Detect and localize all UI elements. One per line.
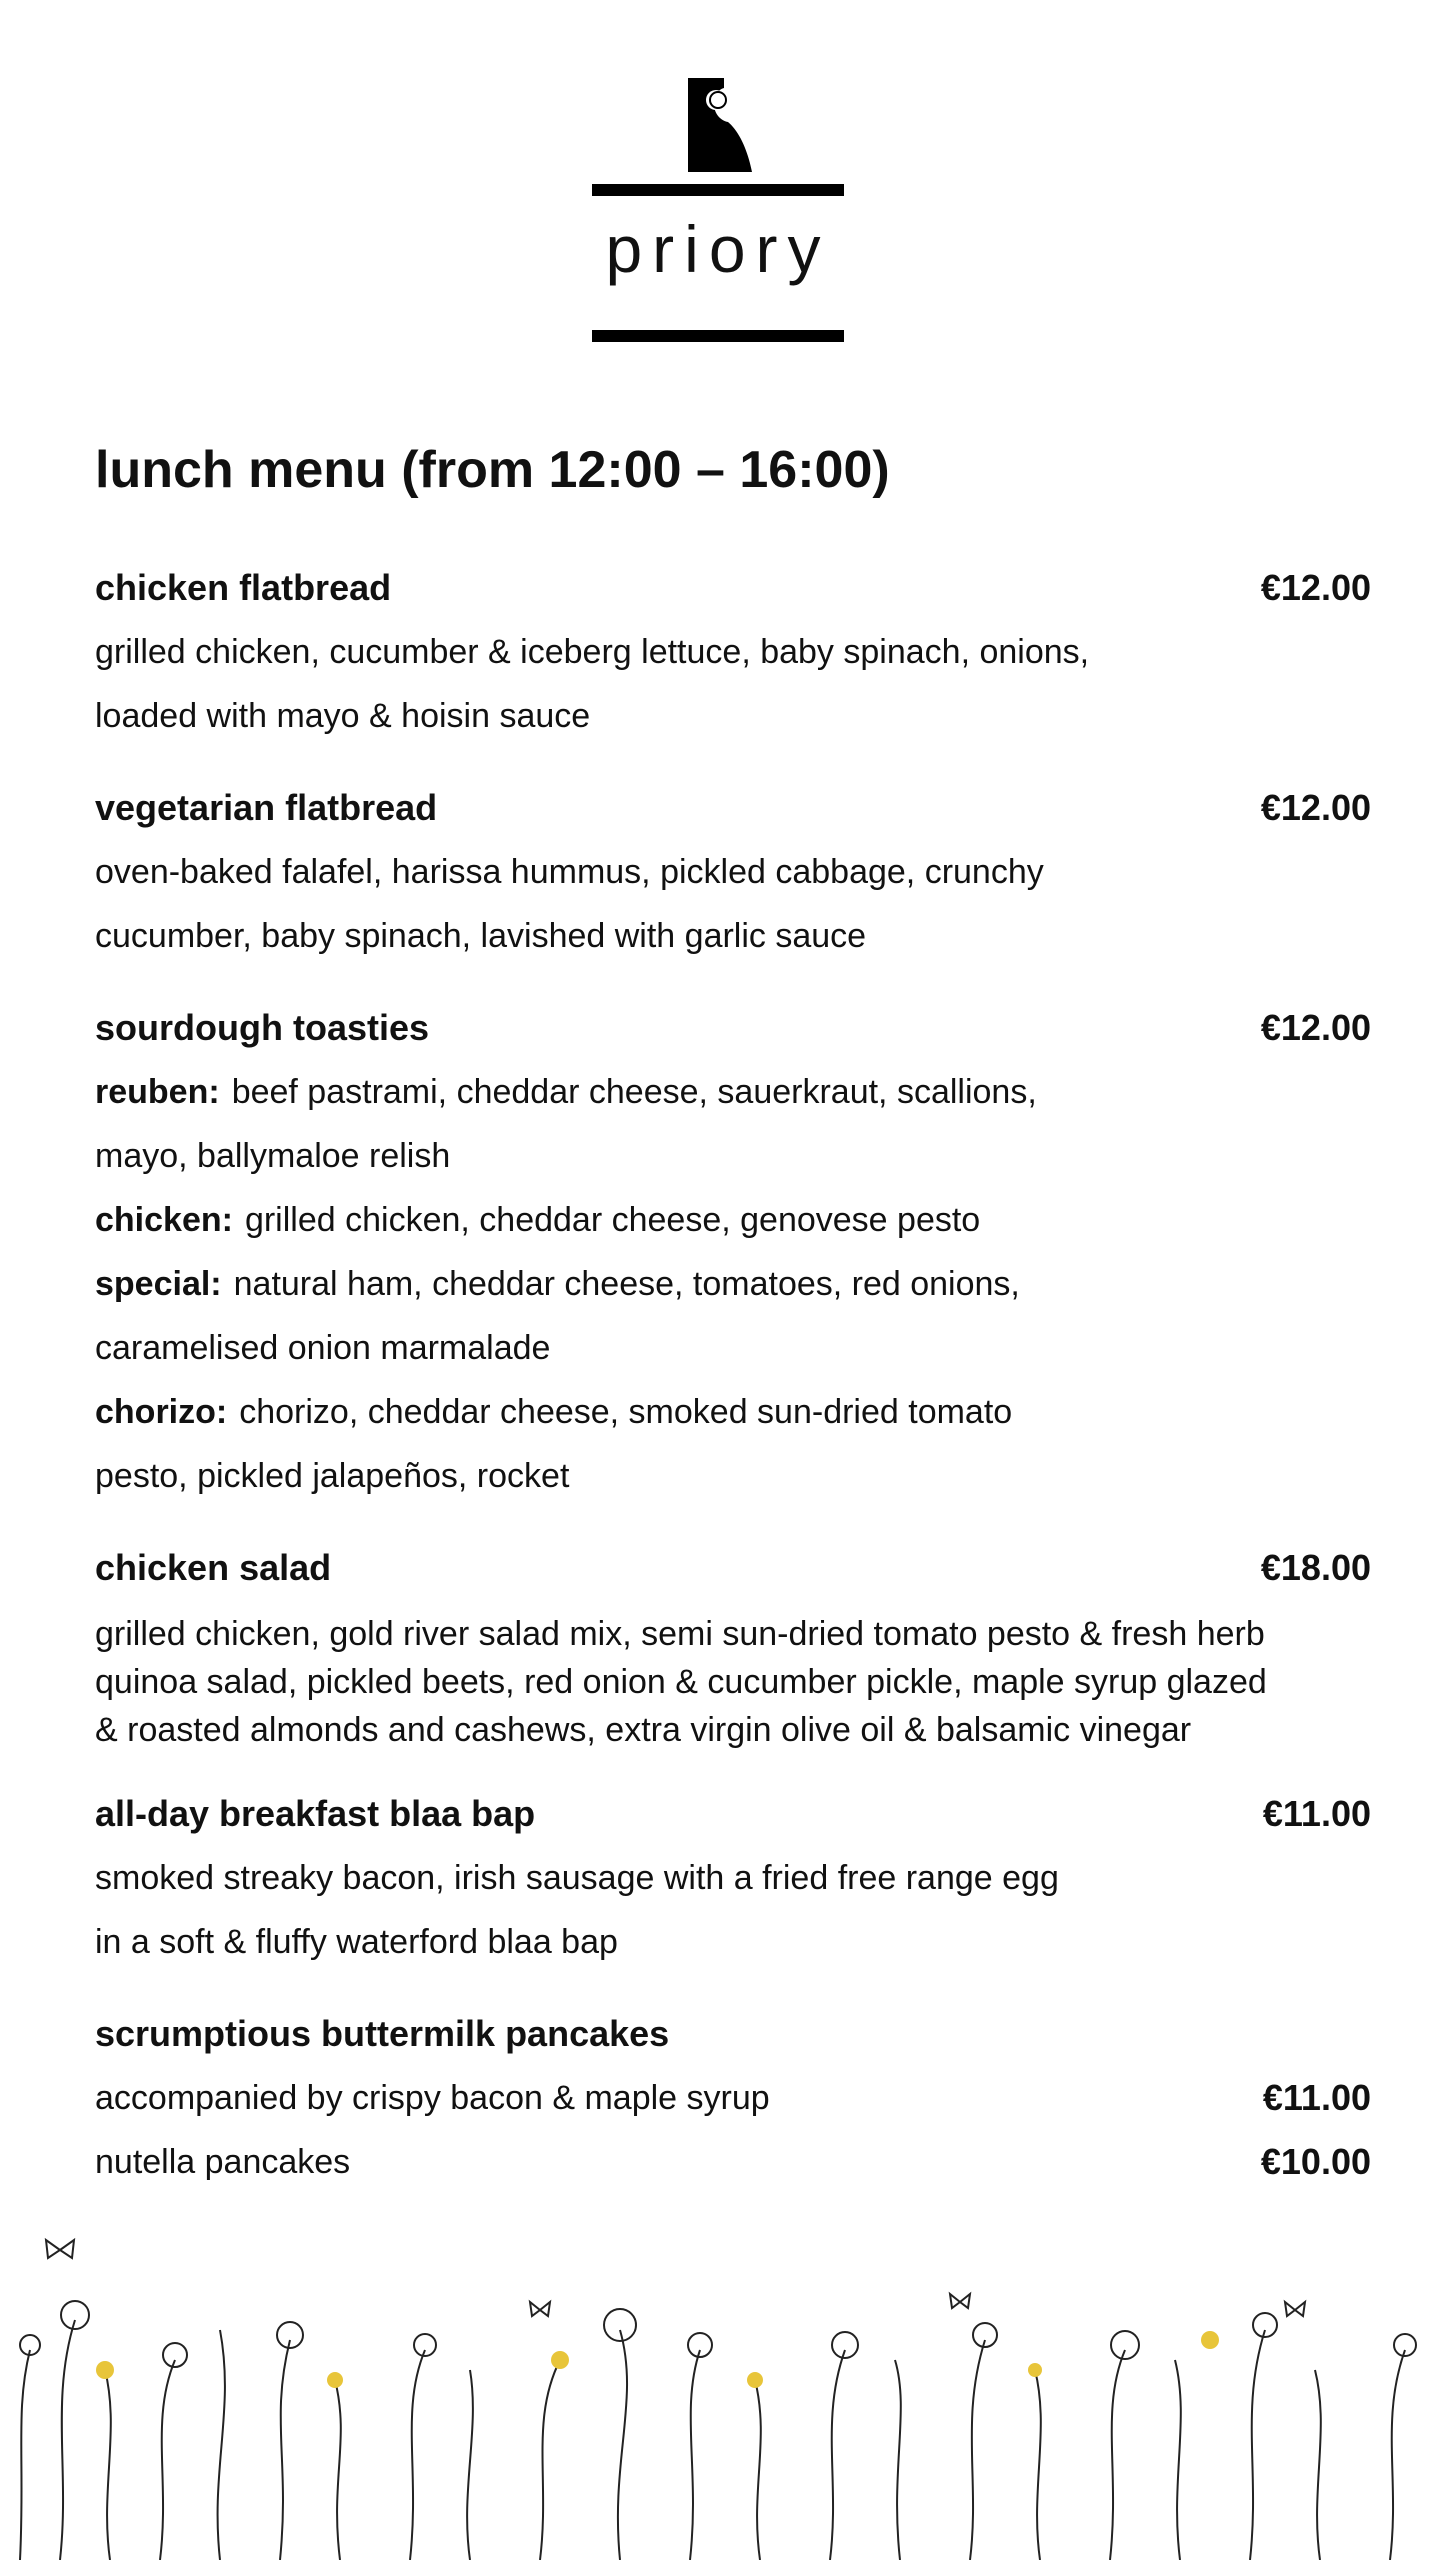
item-description: oven-baked falafel, harissa hummus, pickled cabbage, crunchy cucumber, baby spinach, lavished with garlic sauce <box>95 853 1044 955</box>
toastie-option-special: special: natural ham, cheddar cheese, tomatoes, red onions, caramelised onion marmalade <box>95 1265 1020 1367</box>
priory-logo-mark-icon <box>688 78 752 172</box>
menu-item-vegetarian-flatbread <box>95 776 1371 968</box>
option-label: chicken: <box>95 1201 233 1239</box>
variant-price: €10.00 <box>1260 2141 1371 2182</box>
menu-title: lunch menu (from 12:00 – 16:00) <box>95 441 890 499</box>
item-name: sourdough toasties <box>95 1007 430 1048</box>
pancake-variant-nutella: nutella pancakes €10.00 <box>95 2130 1371 2194</box>
menu-item-chicken-salad <box>95 1536 1371 1754</box>
logo-bottom-rule <box>592 330 844 342</box>
item-description: grilled chicken, gold river salad mix, semi sun-dried tomato pesto & fresh herb quinoa salad, pickled beets, red onion & cucumber pickle, maple syrup glazed & roasted almonds and cashews, extra virgin olive oil & balsamic vinegar <box>95 1615 1267 1749</box>
option-label: chorizo: <box>95 1393 228 1431</box>
wildflower-illustration <box>0 2210 1440 2560</box>
option-label: reuben: <box>95 1073 220 1111</box>
brand-name: priory <box>605 212 831 286</box>
item-description: smoked streaky bacon, irish sausage with a fried free range egg in a soft & fluffy waterford blaa bap <box>95 1859 1059 1961</box>
item-description: grilled chicken, cucumber & iceberg lettuce, baby spinach, onions, loaded with mayo & hoisin sauce <box>95 633 1090 735</box>
toastie-option-reuben: reuben: beef pastrami, cheddar cheese, sauerkraut, scallions, mayo, ballymaloe relish <box>95 1073 1037 1175</box>
menu-item-breakfast-blaa-bap <box>95 1782 1371 1974</box>
item-price: €18.00 <box>1260 1547 1371 1588</box>
item-name: chicken flatbread <box>95 567 392 608</box>
toastie-option-chorizo: chorizo: chorizo, cheddar cheese, smoked sun-dried tomato pesto, pickled jalapeños, rocket <box>95 1393 1013 1495</box>
item-price: €12.00 <box>1260 1007 1371 1048</box>
menu-item-buttermilk-pancakes <box>95 2002 1371 2194</box>
option-label: special: <box>95 1265 222 1303</box>
menu-list <box>95 556 1371 2222</box>
item-name: all-day breakfast blaa bap <box>95 1793 536 1834</box>
item-name: chicken salad <box>95 1547 332 1588</box>
variant-price: €11.00 <box>1262 2077 1371 2118</box>
item-price: €11.00 <box>1262 1793 1371 1834</box>
pancake-variant-bacon: accompanied by crispy bacon & maple syrup €11.00 <box>95 2066 1371 2130</box>
toastie-option-chicken: chicken: grilled chicken, cheddar cheese, genovese pesto <box>95 1201 981 1239</box>
item-name: vegetarian flatbread <box>95 787 438 828</box>
logo-top-rule <box>592 184 844 196</box>
menu-item-sourdough-toasties <box>95 996 1371 1508</box>
priory-logo <box>592 78 844 344</box>
item-price: €12.00 <box>1260 787 1371 828</box>
item-price: €12.00 <box>1260 567 1371 608</box>
menu-item-chicken-flatbread <box>95 556 1371 748</box>
item-name: scrumptious buttermilk pancakes <box>95 2013 670 2054</box>
